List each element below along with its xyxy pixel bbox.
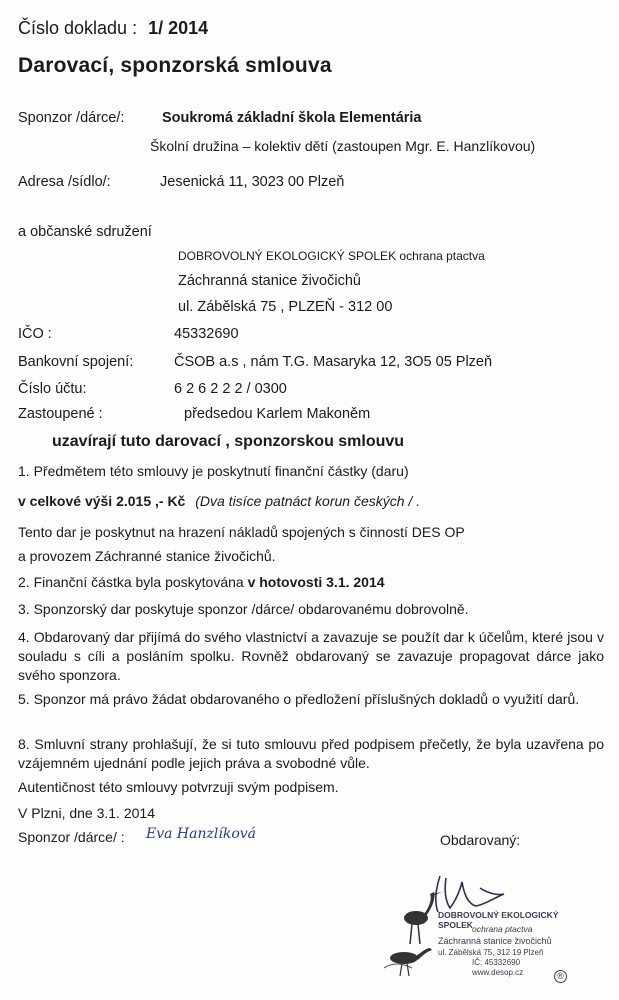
registered-mark: ® [554,970,567,983]
stamp-line-4: ul. Zábělská 75, 312 19 Plzeň [438,948,544,957]
recipient-station: Záchranná stanice živočichů [178,273,361,289]
bank-label: Bankovní spojení: [18,354,134,370]
stamp-line-5: IČ: 45332690 [472,958,521,967]
account-value: 6 2 6 2 2 2 / 0300 [174,381,287,397]
bank-value: ČSOB a.s , nám T.G. Masaryka 12, 3O5 05 Plzeň [174,354,493,370]
recipient-org-suffix: ochrana ptactva [399,249,485,263]
document-number-label: Číslo dokladu : [18,18,138,38]
account-label: Číslo účtu: [18,381,87,397]
clause-3: 3. Sponzorský dar poskytuje sponzor /dárce/ obdarovanému dobrovolně. [18,601,469,617]
recipient-signature-scribble [436,876,504,912]
recipient-address: ul. Zábělská 75 , PLZEŇ - 312 00 [178,299,393,315]
ico-label: IČO : [18,326,52,342]
address-label: Adresa /sídlo/: [18,174,111,190]
stamp-line-2: ochrana ptactva [472,924,533,934]
ico-value: 45332690 [174,326,239,342]
represented-label: Zastoupené : [18,406,103,422]
clause-1-amount [18,493,420,509]
recipient-intro: a občanské sdružení [18,224,152,240]
authenticity-note: Autentičnost této smlouvy potvrzuji svým podpisem. [18,779,339,795]
sponsor-subline: Školní družina – kolektiv dětí (zastoupen Mgr. E. Hanzlíkovou) [150,138,536,154]
sponsor-label: Sponzor /dárce/: [18,110,125,126]
document-number [18,18,208,39]
organisation-stamp [376,868,576,988]
sponsor-signature: Eva Hanzlíková [146,826,256,842]
stamp-line-1: DOBROVOLNÝ EKOLOGICKÝ SPOLEK [438,910,559,930]
stamp-line-6: www.desop.cz [472,968,524,977]
clause-5: 5. Sponzor má právo žádat obdarovaného o předložení příslušných dokladů o využití darů. [18,691,580,707]
page-title: Darovací, sponzorská smlouva [18,54,332,77]
sponsor-signature-label: Sponzor /dárce/ : [18,829,125,845]
amount-words: (Dva tisíce patnáct korun českých / . [195,493,421,509]
clause-4: 4. Obdarovaný dar přijímá do svého vlastnictví a zavazuje se použít dar k účelům, které jsou v souladu s cíli a posláním spolku. Rovněž obdarovaný se zavazuje propagovat dárce jako svého sponzora. [18,629,604,683]
clause-1-purpose-cont: a provozem Záchranné stanice živočichů. [18,548,276,564]
recipient-org [178,249,485,263]
stamp-line-3: Záchranná stanice živočichů [438,936,552,946]
clause-2-cash: v hotovosti 3.1. 2014 [247,574,385,590]
contract-heading: uzavírají tuto darovací , sponzorskou smlouvu [52,433,405,450]
document-number-value: 1/ 2014 [148,18,209,38]
clause-1: 1. Předmětem této smlouvy je poskytnutí finanční částky (daru) [18,463,409,479]
clause-2-text: 2. Finanční částka byla poskytována [18,574,248,590]
sponsor-name: Soukromá základní škola Elementária [162,110,422,126]
represented-value: předsedou Karlem Makoněm [184,406,371,422]
stork-icon [384,892,442,976]
address-value: Jesenická 11, 3023 00 Plzeň [160,174,345,190]
clause-2 [18,574,385,590]
clause-1-purpose: Tento dar je poskytnut na hrazení nákladů spojených s činností DES OP [18,524,465,540]
amount-value: v celkové výši 2.015 ,- Kč [18,493,186,509]
recipient-signature-label: Obdarovaný: [440,832,521,848]
clause-8: 8. Smluvní strany prohlašují, že si tuto smlouvu před podpisem přečetly, že byla uzavřena po vzájemném ujednání podle jejich práva a svobodné vůle. [18,736,604,771]
place-date: V Plzni, dne 3.1. 2014 [18,805,155,821]
recipient-org-name: DOBROVOLNÝ EKOLOGICKÝ SPOLEK [178,249,397,263]
